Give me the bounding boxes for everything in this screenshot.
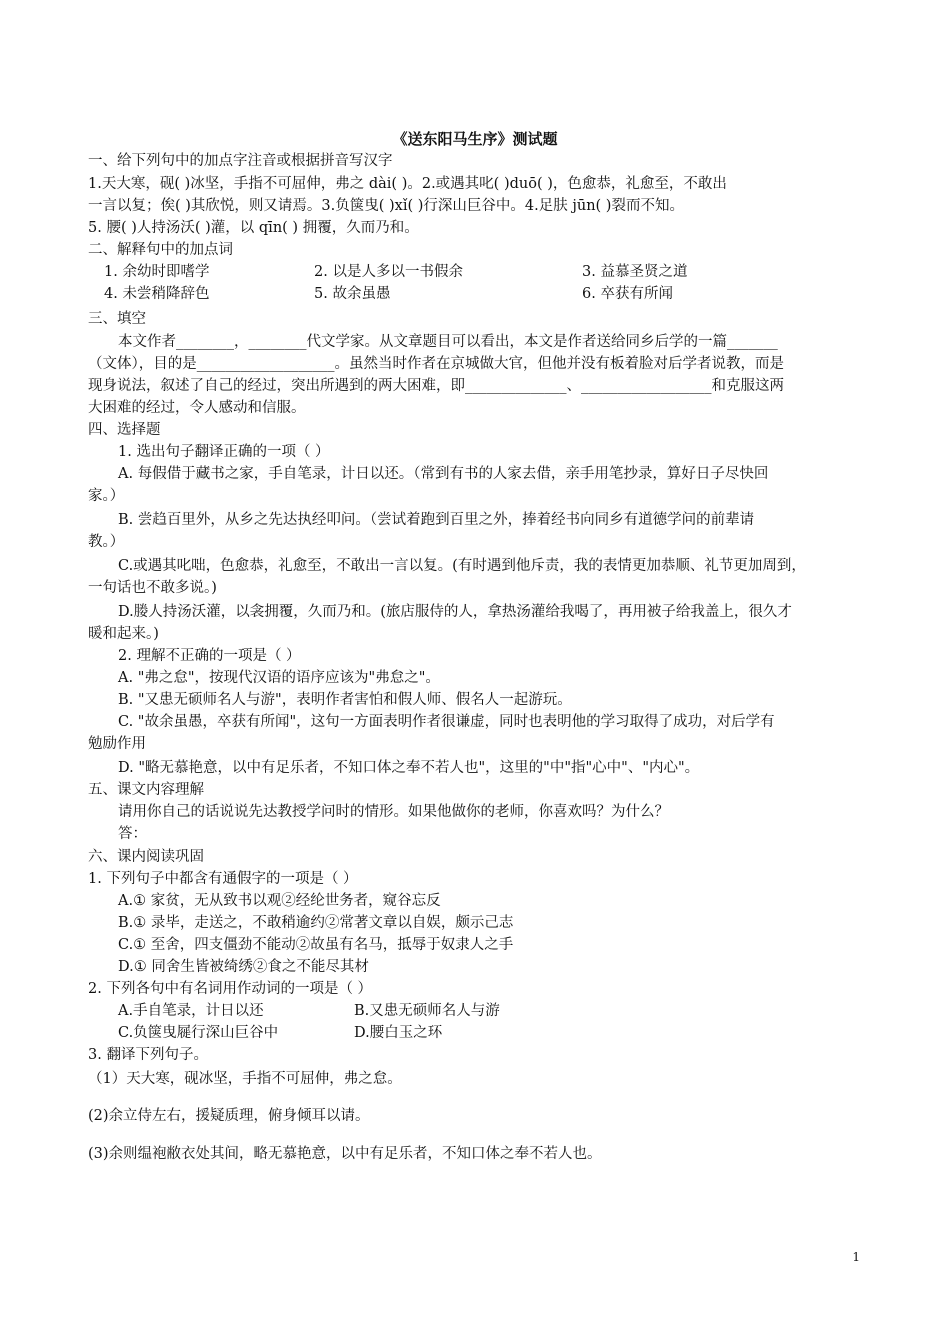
s3-line-4: 大困难的经过，令人感动和信服。 [88,400,306,416]
s6-q2-option-c: C.负箧曳屣行深山巨谷中 [118,1025,279,1041]
s6-question-1: 1. 下列句子中都含有通假字的一项是（ ） [88,871,358,887]
s6-q1-option-a: A.① 家贫，无从致书以观②经纶世务者，窥谷忘反 [118,893,441,909]
page-title: 《送东阳马生序》测试题 [392,130,558,148]
s2-item-4: 4. 未尝稍降辞色 [104,286,210,302]
section-3-heading: 三、填空 [88,311,146,327]
section-4-heading: 四、选择题 [88,422,161,438]
s5-answer-label: 答： [118,826,147,842]
section-5-heading: 五、课文内容理解 [88,782,204,798]
s6-q1-option-b: B.① 录毕，走送之，不敢稍逾约②常著文章以自娱，颇示己志 [118,915,514,931]
s4-q1-option-d-2: 暖和起来。) [88,626,159,642]
s4-q1-option-b-1: B. 尝趋百里外，从乡之先达执经叩问。（尝试着跑到百里之外，捧着经书向同乡有道德学问的前辈请 [118,512,755,528]
s6-q2-option-a: A.手自笔录，计日以还 [118,1003,264,1019]
s4-q1-option-b-2: 教。） [88,534,125,550]
s3-line-1: 本文作者________，________代文学家。从文章题目可以看出，本文是作者送给同乡后学的一篇_______ [118,334,778,350]
s4-q1-option-a-1: A. 每假借于藏书之家，手自笔录，计日以还。（常到有书的人家去借，亲手用笔抄录，算好日子尽快回 [118,466,769,482]
s3-line-2: （文体），目的是___________________。虽然当时作者在京城做大官，但他并没有板着脸对后学者说教，而是 [88,356,784,372]
s1-line-2: 一言以复；俟( )其欣悦，则又请焉。3.负箧曳( )xǐ( )行深山巨谷中。4.足肤 jūn( )裂而不知。 [88,198,684,214]
page-number: 1 [852,1250,860,1264]
s6-translate-1: （1）天大寒，砚冰坚，手指不可屈伸，弗之怠。 [88,1071,402,1087]
s4-q1-option-a-2: 家。） [88,488,125,504]
s1-line-3: 5. 腰( )人持汤沃( )灌，以 qīn( ) 拥覆，久而乃和。 [88,220,419,236]
s3-line-3: 现身说法，叙述了自己的经过，突出所遇到的两大困难，即______________、__________________和克服这两 [88,378,784,394]
s6-translate-2: (2)余立侍左右，援疑质理，俯身倾耳以请。 [88,1108,370,1124]
s5-question: 请用你自己的话说说先达教授学问时的情形。如果他做你的老师，你喜欢吗？为什么？ [118,804,669,820]
s2-item-6: 6. 卒获有所闻 [582,286,673,302]
section-6-heading: 六、课内阅读巩固 [88,849,204,865]
section-1-heading: 一、给下列句中的加点字注音或根据拼音写汉字 [88,153,393,169]
s6-question-3: 3. 翻译下列句子。 [88,1047,208,1063]
s4-q2-option-d: D. "略无慕艳意，以中有足乐者，不知口体之奉不若人也"，这里的"中"指"心中"、"内心"。 [118,760,700,776]
s6-q2-option-b: B.又患无硕师名人与游 [354,1003,500,1019]
s4-question-2: 2. 理解不正确的一项是（ ） [118,648,301,664]
s6-q1-option-c: C.① 至舍，四支僵劲不能动②故虽有名马，抵辱于奴隶人之手 [118,937,514,953]
s4-q2-option-c-2: 勉励作用 [88,736,146,752]
s4-q1-option-d-1: D.媵人持汤沃灌，以衾拥覆，久而乃和。(旅店服侍的人，拿热汤灌给我喝了，再用被子给我盖上，很久才 [118,604,792,620]
s1-line-1: 1.天大寒，砚( )冰坚，手指不可屈伸，弗之 dài( )。2.或遇其叱( )duō( )，色愈恭，礼愈至，不敢出 [88,176,727,192]
section-2-heading: 二、解释句中的加点词 [88,242,233,258]
s4-q2-option-c-1: C. "故余虽愚，卒获有所闻"，这句一方面表明作者很谦虚，同时也表明他的学习取得了成功，对后学有 [118,714,775,730]
s2-item-5: 5. 故余虽愚 [314,286,391,302]
s6-translate-3: (3)余则缊袍敝衣处其间，略无慕艳意，以中有足乐者，不知口体之奉不若人也。 [88,1146,602,1162]
s2-item-2: 2. 以是人多以一书假余 [314,264,463,280]
s6-q1-option-d: D.① 同舍生皆被绮绣②食之不能尽其材 [118,959,369,975]
s4-q2-option-a: A. "弗之怠"，按现代汉语的语序应该为"弗怠之"。 [118,670,440,686]
s6-q2-option-d: D.腰白玉之环 [354,1025,443,1041]
s4-question-1: 1. 选出句子翻译正确的一项（ ） [118,444,330,460]
s4-q1-option-c-1: C.或遇其叱咄，色愈恭，礼愈至，不敢出一言以复。(有时遇到他斥责，我的表情更加恭顺、礼节更加周到， [118,558,806,574]
s2-item-1: 1. 余幼时即嗜学 [104,264,210,280]
s4-q2-option-b: B. "又患无硕师名人与游"，表明作者害怕和假人师、假名人一起游玩。 [118,692,572,708]
s4-q1-option-c-2: 一句话也不敢多说。) [88,580,217,596]
s6-question-2: 2. 下列各句中有名词用作动词的一项是（ ） [88,981,373,997]
s2-item-3: 3. 益慕圣贤之道 [582,264,688,280]
